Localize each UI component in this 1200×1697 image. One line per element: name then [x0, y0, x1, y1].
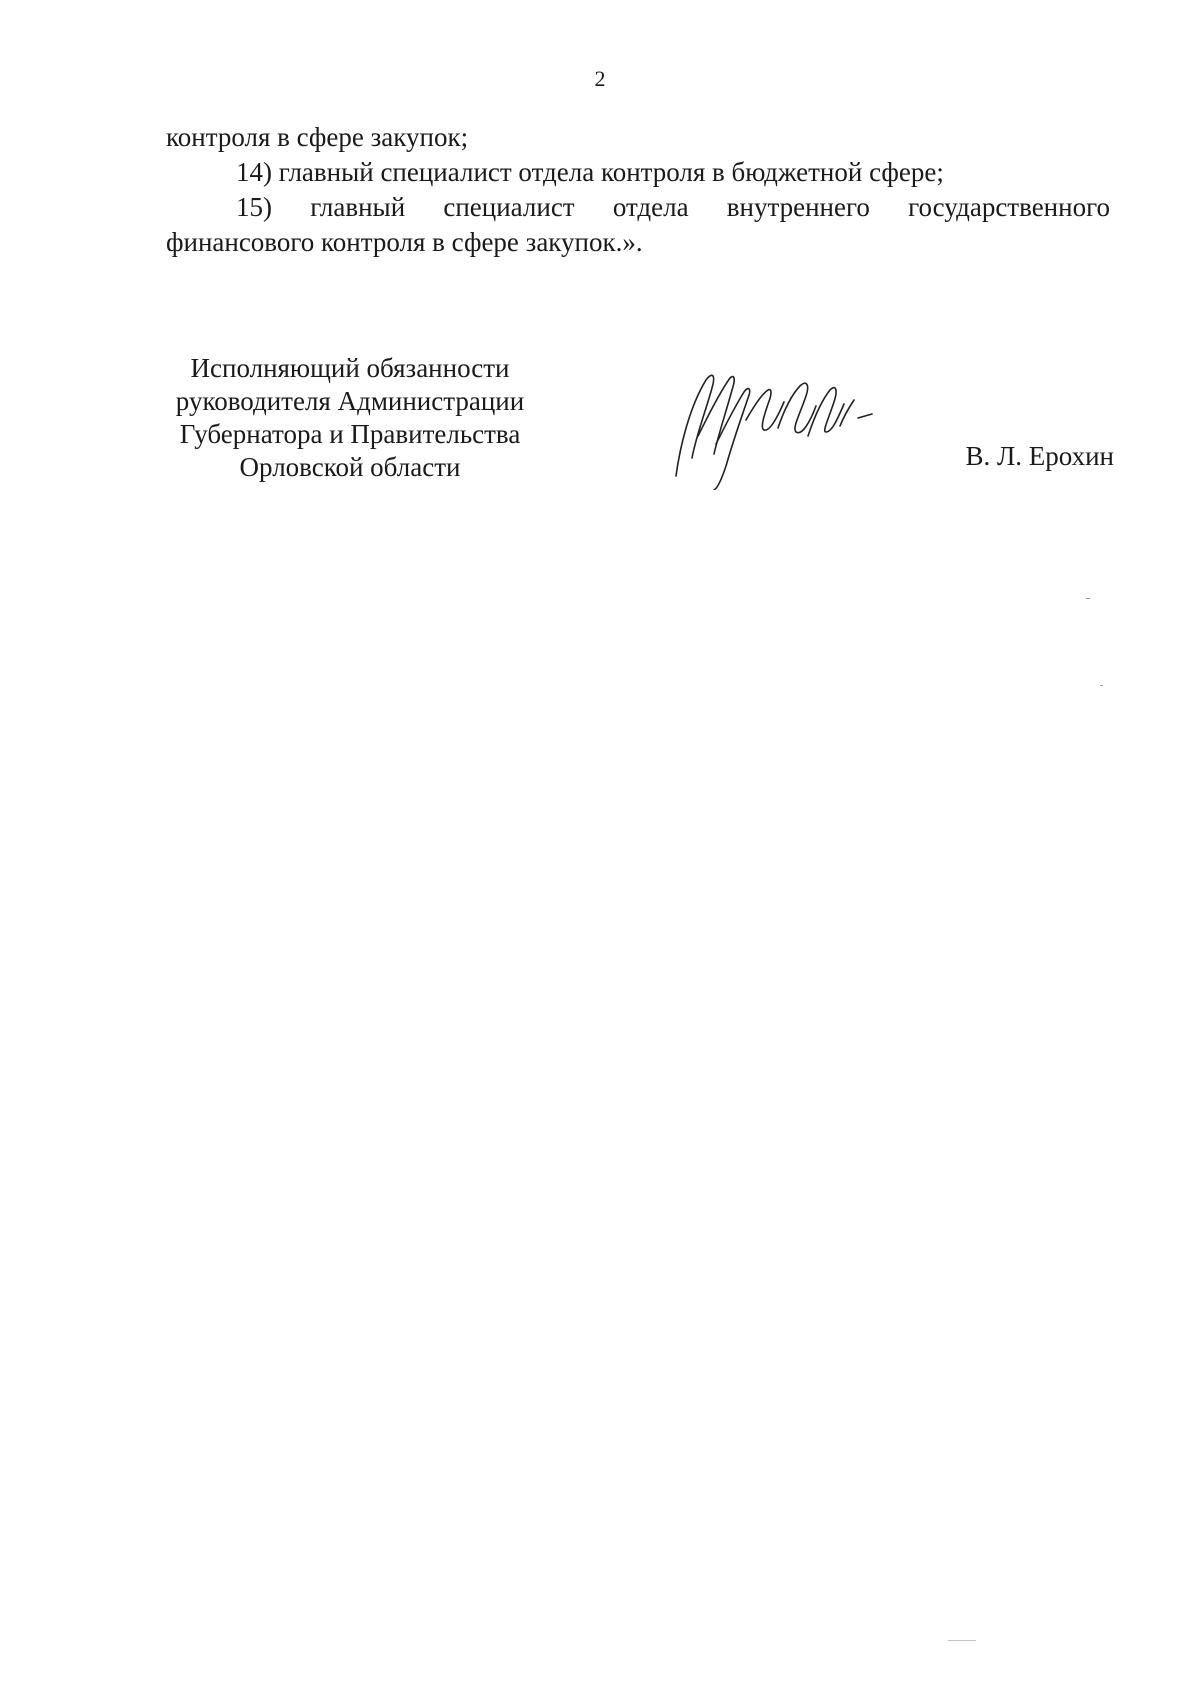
list-item-14: 14) главный специалист отдела контроля в бюджетной сфере; — [236, 157, 944, 187]
body-line-continuation: финансового контроля в сфере закупок.». — [166, 227, 643, 257]
signer-name: В. Л. Ерохин — [965, 441, 1114, 471]
position-line-3: Губернатора и Правительства — [179, 419, 521, 449]
scan-speck — [1100, 685, 1103, 686]
scan-speck — [948, 1640, 976, 1641]
scan-speck — [1086, 598, 1090, 599]
handwritten-signature — [668, 366, 908, 490]
signatory-position — [160, 352, 540, 484]
position-line-2: руководителя Администрации — [175, 386, 525, 416]
list-item-15: 15) главный специалист отдела внутреннего государственного — [236, 192, 1110, 222]
body-line-1: контроля в сфере закупок; — [166, 122, 469, 152]
position-line-1: Исполняющий обязанности — [190, 353, 510, 383]
page-number: 2 — [594, 66, 606, 91]
position-line-4: Орловской области — [239, 452, 461, 482]
document-body — [166, 120, 1110, 260]
